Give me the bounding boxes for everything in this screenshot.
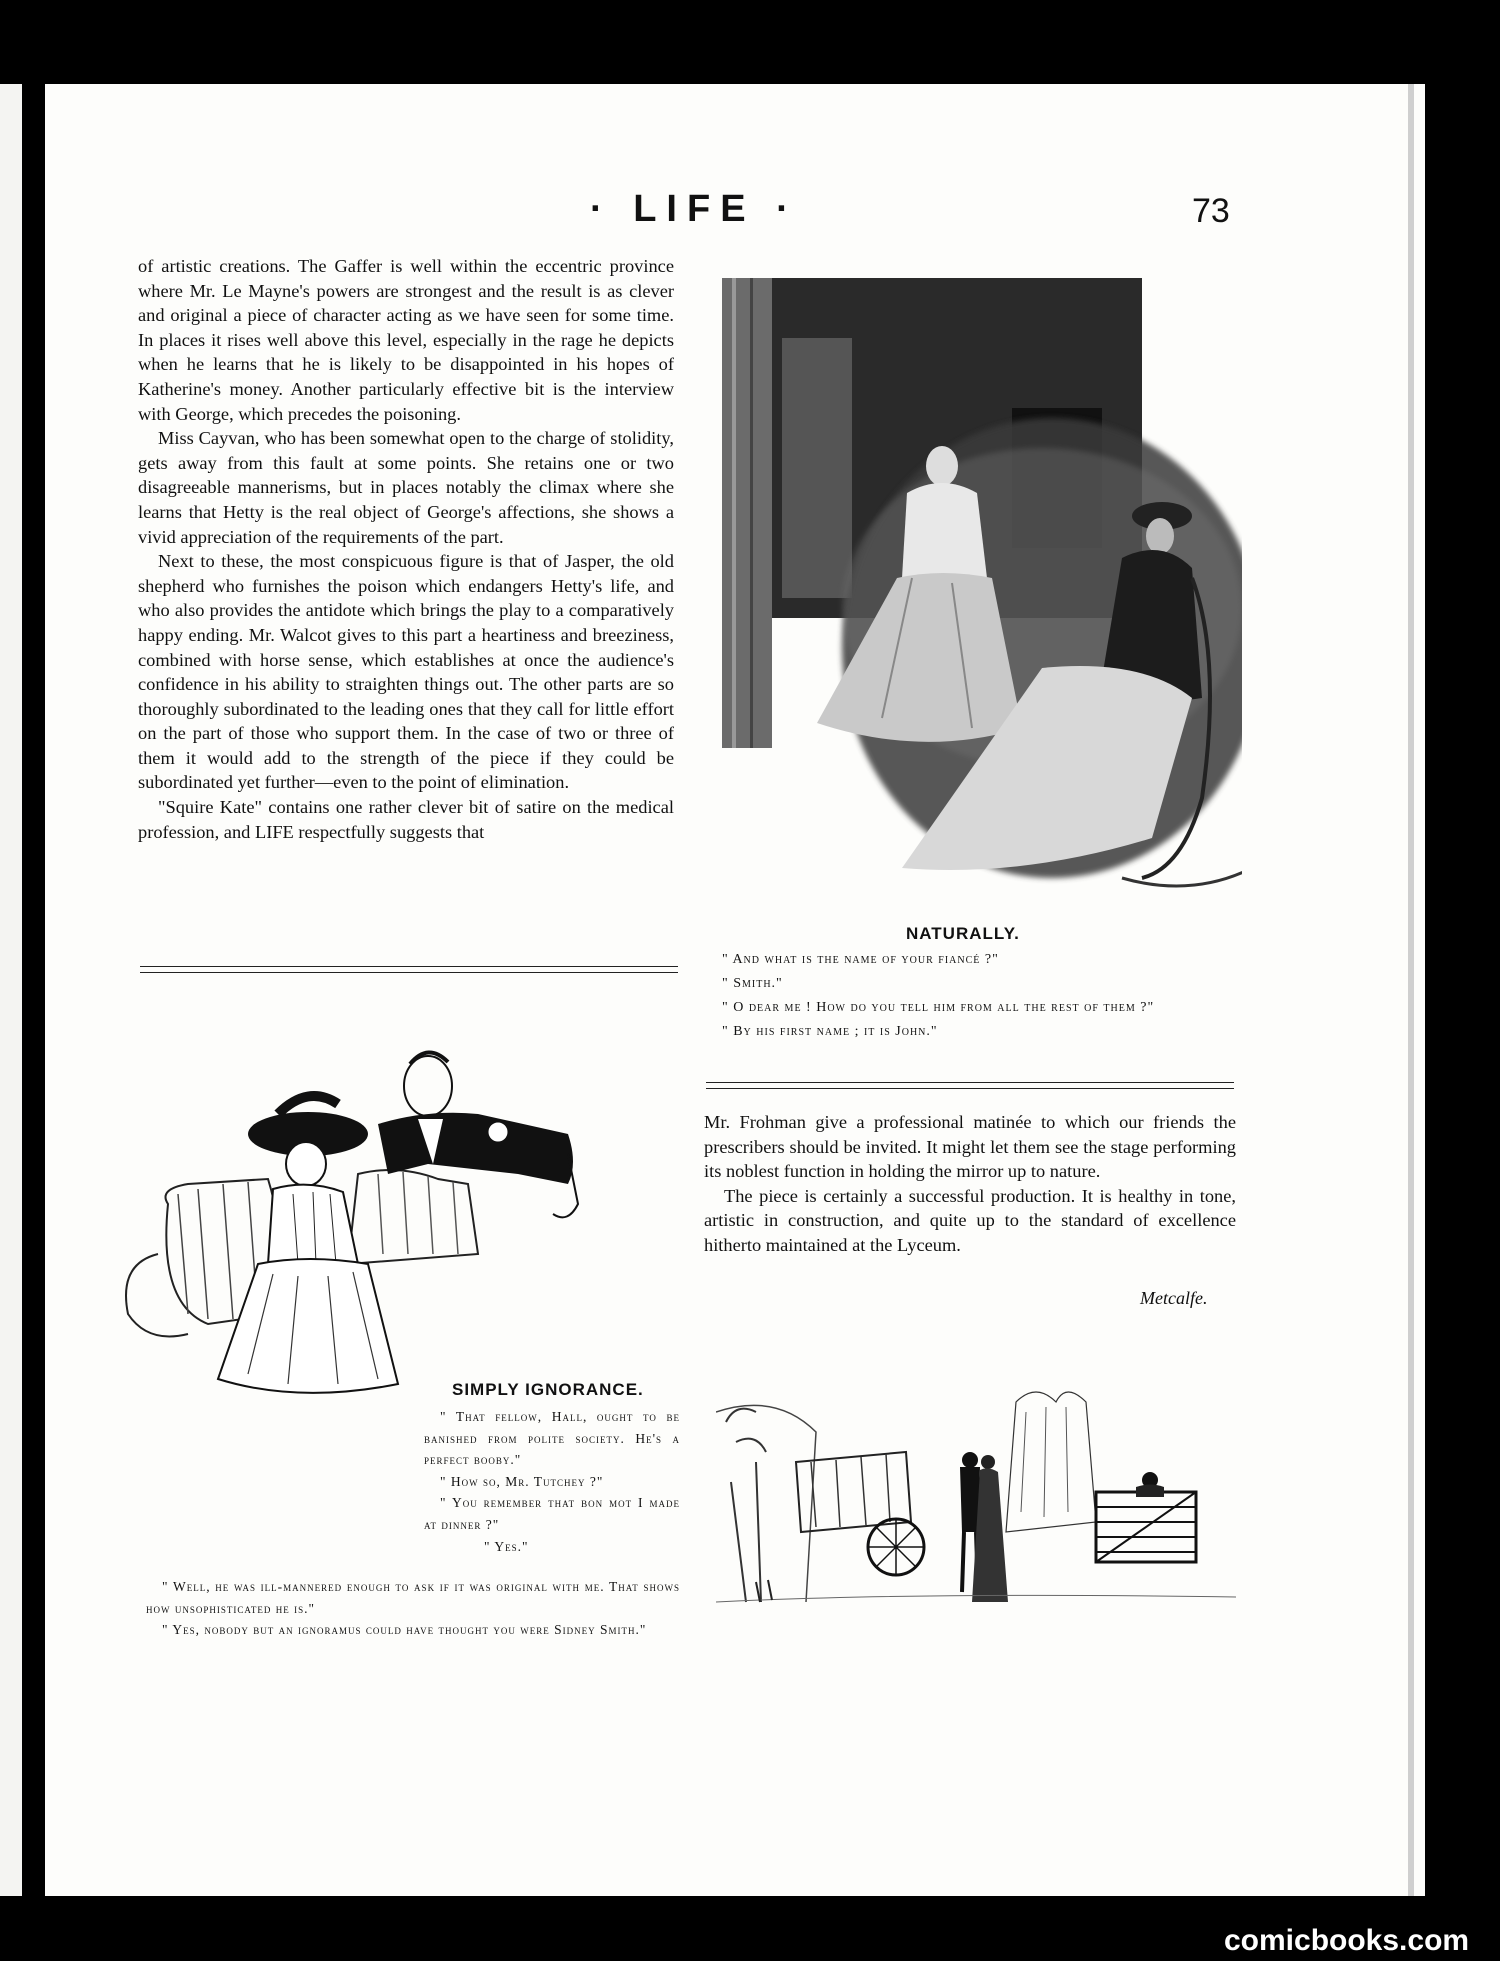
page-edge-shadow (1408, 84, 1414, 1896)
article-paragraph: The piece is certainly a successful production. It is healthy in tone, artistic in construction, and quite up to the standard of excellence hitherto maintained at the Lyceum. (704, 1185, 1236, 1255)
dialogue-line: " Smith." (722, 976, 783, 991)
article-paragraph: "Squire Kate" contains one rather clever bit of satire on the medical profession, and LIFE respectfully suggests that (138, 797, 674, 842)
ignorance-dialogue-wide (146, 1576, 680, 1641)
section-divider (140, 966, 678, 973)
dialogue-line: " Yes." (484, 1538, 529, 1554)
dialogue-line: " Well, he was ill-mannered enough to ask if it was original with me. That shows how unsophisticated he is." (146, 1579, 680, 1616)
illustration-country-gate (716, 1362, 1236, 1622)
dialogue-line: " O dear me ! How do you tell him from all the rest of them ?" (722, 1000, 1155, 1015)
dialogue-line: " Yes, nobody but an ignoramus could have thought you were Sidney Smith." (162, 1622, 647, 1638)
section-divider (706, 1082, 1234, 1089)
dialogue-line: " That fellow, Hall, ought to be banished from polite society. He's a perfect booby." (424, 1409, 680, 1468)
naturally-dialogue (704, 948, 1236, 1044)
page-number: 73 (1192, 192, 1230, 230)
article-paragraph: Miss Cayvan, who has been somewhat open to the charge of stolidity, gets away from this fault at some points. She retains one or two disagreeable mannerisms, but in places notably the climax where she learns that Hetty is the real object of George's affections, she shows a vivid appreciation of the requirements of the part. (138, 428, 674, 547)
site-watermark: comicbooks.com (1224, 1924, 1470, 1957)
adjacent-page-edge (0, 84, 22, 1896)
article-paragraph: Next to these, the most conspicuous figure is that of Jasper, the old shepherd who furnishes the poison which endangers Hetty's life, and who also provides the antidote which brings the play to a comparatively happy ending. Mr. Walcot gives to this part a heartiness and breeziness, combined with horse sense, which establishes at once the audience's confidence in his ability to straighten things out. The other parts are so thoroughly subordinated to the leading ones that they call for little effort on the part of those who support them. In the case of two or three of them it would add to the strength of the piece if they could be subordinated yet further—even to the point of elimination. (138, 551, 674, 793)
dialogue-line: " By his first name ; it is John." (722, 1024, 938, 1039)
article-paragraph: Mr. Frohman give a professional matinée to which our friends the prescribers should be invited. It might let them see the stage performing its noblest function in holding the mirror up to nature. (704, 1112, 1236, 1182)
dialogue-line: " And what is the name of your fiancé ?" (722, 952, 999, 967)
ignorance-dialogue-narrow (424, 1406, 680, 1557)
masthead-title: · LIFE · (590, 188, 799, 230)
naturally-title: NATURALLY. (906, 924, 1020, 943)
author-signature: Metcalfe. (1140, 1288, 1208, 1308)
article-right-column (704, 1110, 1236, 1258)
article-left-column (138, 254, 674, 844)
ignorance-title: SIMPLY IGNORANCE. (452, 1380, 644, 1399)
illustration-parlor-scene (722, 278, 1242, 896)
dialogue-line: " You remember that bon mot I made at dinner ?" (424, 1495, 680, 1532)
illustration-sofa-couple (98, 1014, 658, 1394)
article-paragraph: of artistic creations. The Gaffer is well within the eccentric province where Mr. Le Mayne's powers are strongest and the result is as clever and original a piece of character acting as we have seen for some time. In places it rises well above this level, especially in the rage he depicts when he learns that he is likely to be disappointed in his hopes of Katherine's money. Another particularly effective bit is the interview with George, which precedes the poisoning. (138, 256, 674, 424)
dialogue-line: " How so, Mr. Tutchey ?" (440, 1473, 604, 1489)
